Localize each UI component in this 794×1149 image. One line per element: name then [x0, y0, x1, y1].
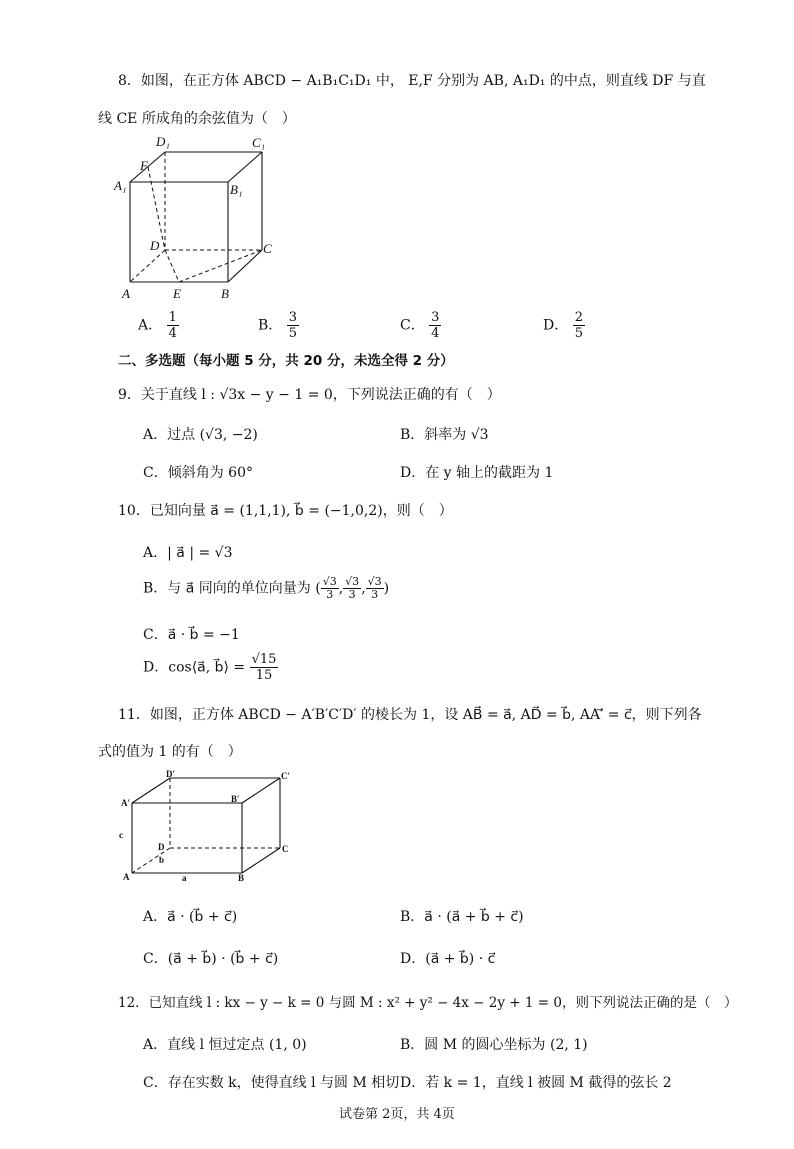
label-D: D: [150, 238, 160, 253]
label-C: C: [282, 844, 289, 854]
q11-option-d[interactable]: D．(a⃗ + b⃗) · c⃗: [400, 951, 496, 967]
label-D: D: [158, 842, 165, 852]
q10-option-d[interactable]: D．cos⟨a⃗, b⃗⟩ = $\frac{√15}{15}$: [143, 652, 277, 683]
fraction: $\frac{√3}{3}$: [322, 575, 337, 601]
q11-cube-figure: [112, 768, 302, 883]
q10-option-c[interactable]: C．a⃗ · b⃗ = −1: [143, 627, 240, 643]
label-C: C: [263, 241, 272, 256]
page-footer: 试卷第 2页，共 4页: [339, 1107, 455, 1122]
q12-option-c[interactable]: C．存在实数 k，使得直线 l 与圆 M 相切: [143, 1075, 400, 1091]
q11-stem-line1: 11．如图，正方体 ABCD − A′B′C′D′ 的棱长为 1，设 AB⃗ = a⃗, AD⃗ = b⃗, AA′⃗ = c⃗，则下列各: [118, 707, 702, 723]
fraction: $\frac{3}{5}$: [288, 310, 298, 341]
q11-option-b[interactable]: B．a⃗ · (a⃗ + b⃗ + c⃗): [400, 909, 524, 925]
q8-option-b[interactable]: B． $\frac{3}{5}$: [258, 310, 298, 341]
q10-stem: 10．已知向量 a⃗ = (1,1,1), b⃗ = (−1,0,2)，则（ ）: [118, 503, 453, 519]
label-A-prime: A′: [121, 798, 131, 808]
label-C-prime: C′: [281, 771, 291, 781]
label-vector-b: b⃗: [159, 855, 172, 865]
label-B1: B₁: [230, 182, 243, 197]
label-A: A: [123, 872, 130, 882]
fraction: $\frac{1}{4}$: [168, 310, 177, 341]
label-vector-c: c⃗: [119, 830, 130, 840]
q11-option-c[interactable]: C．(a⃗ + b⃗) · (b⃗ + c⃗): [143, 951, 279, 967]
fraction: $\frac{√3}{3}$: [345, 575, 360, 601]
label-D-prime: D′: [166, 769, 176, 779]
label-D1: D₁: [156, 134, 170, 149]
q9-option-c[interactable]: C．倾斜角为 60°: [143, 465, 253, 481]
q9-stem: 9．关于直线 l : √3x − y − 1 = 0，下列说法正确的有（ ）: [118, 387, 501, 403]
q12-option-b[interactable]: B．圆 M 的圆心坐标为 (2, 1): [400, 1037, 588, 1053]
label-F: F: [140, 158, 148, 173]
q10-option-b[interactable]: B．与 a⃗ 同向的单位向量为 ( $\frac{√3}{3}$ , $\frac{√3}{3}$ , $\frac{√3}{3}$ ): [143, 575, 390, 601]
q8-cube-figure: [110, 132, 285, 304]
label-A1: A₁: [114, 178, 127, 193]
q12-option-a[interactable]: A．直线 l 恒过定点 (1, 0): [143, 1037, 307, 1053]
q9-option-d[interactable]: D．在 y 轴上的截距为 1: [400, 465, 554, 481]
fraction: $\frac{2}{5}$: [574, 310, 583, 341]
label-vector-a: a⃗: [182, 873, 194, 883]
label-B: B: [221, 286, 229, 301]
q11-option-a[interactable]: A．a⃗ · (b⃗ + c⃗): [143, 909, 238, 925]
q12-stem: 12．已知直线 l : kx − y − k = 0 与圆 M : x² + y² − 4x − 2y + 1 = 0，则下列说法正确的是（ ）: [118, 995, 738, 1011]
q10-option-a[interactable]: A．| a⃗ | = √3: [143, 545, 233, 561]
fraction: $\frac{√15}{15}$: [251, 652, 277, 683]
q9-option-a[interactable]: A．过点 (√3, −2): [143, 427, 258, 443]
label-B: B: [238, 873, 245, 883]
q12-option-d[interactable]: D．若 k = 1，直线 l 被圆 M 截得的弦长 2: [400, 1075, 672, 1091]
label-B-prime: B′: [231, 794, 240, 804]
label-E: E: [173, 286, 181, 301]
q8-stem-line1: 8．如图，在正方体 ABCD − A₁B₁C₁D₁ 中， E,F 分别为 AB, A₁D₁ 的中点，则直线 DF 与直: [118, 73, 706, 89]
section-heading: 二、多选题（每小题 5 分，共 20 分，未选全得 2 分）: [118, 353, 454, 369]
fraction: $\frac{√3}{3}$: [367, 575, 382, 601]
label-A: A: [122, 286, 130, 301]
q11-stem-line2: 式的值为 1 的有（ ）: [98, 744, 242, 760]
q8-stem-line2: 线 CE 所成角的余弦值为（ ）: [98, 111, 296, 127]
label-C1: C₁: [252, 135, 266, 150]
fraction: $\frac{3}{4}$: [431, 310, 440, 341]
q8-option-a[interactable]: A． $\frac{1}{4}$: [138, 310, 177, 341]
q9-option-b[interactable]: B．斜率为 √3: [400, 427, 489, 443]
q8-option-d[interactable]: D． $\frac{2}{5}$: [543, 310, 583, 341]
q8-option-c[interactable]: C． $\frac{3}{4}$: [400, 310, 440, 341]
